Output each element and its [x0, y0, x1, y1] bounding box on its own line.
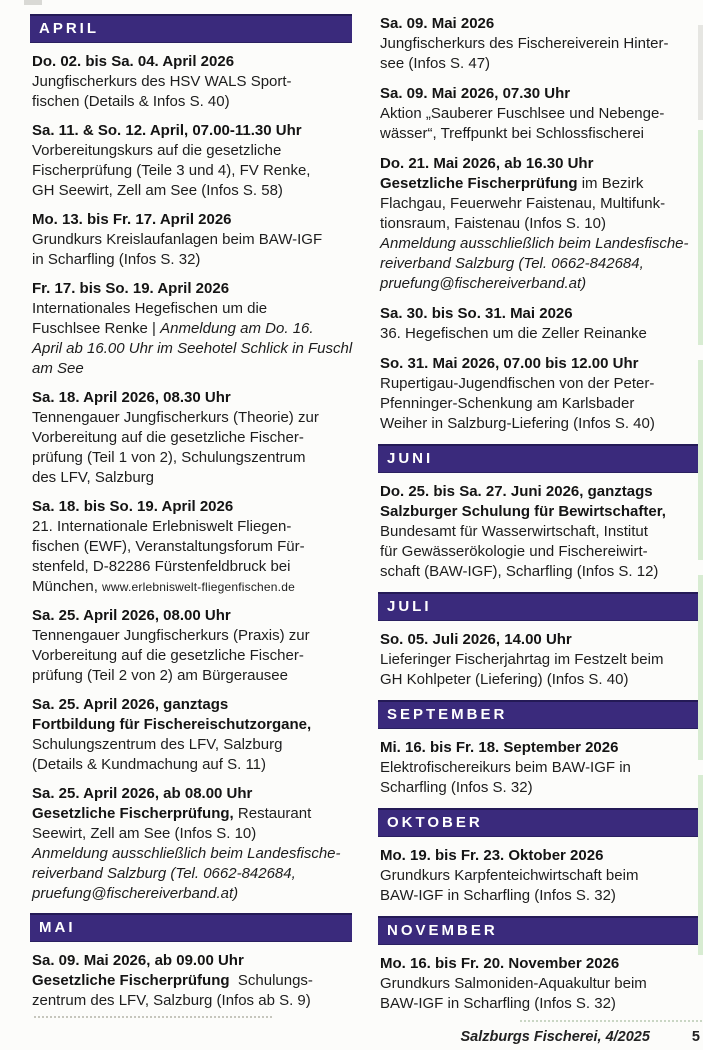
event-text-line: Fischerprüfung (Teile 3 und 4), FV Renke,	[32, 162, 311, 179]
event-text-line: (Details & Kundmachung auf S. 11)	[32, 756, 267, 773]
event-text-line: Elektrofischereikurs beim BAW-IGF in	[380, 759, 631, 776]
event-entry	[32, 121, 352, 201]
event-text-line: Vorbereitung auf die gesetzliche Fischer-	[32, 647, 304, 664]
event-text-line: Rupertigau-Jugendfischen von der Peter-	[380, 375, 655, 392]
event-date: Sa. 25. April 2026, ganztags	[32, 696, 229, 713]
scan-edge-mark	[698, 130, 703, 345]
event-entry	[32, 52, 352, 112]
event-text-line: für Gewässerökologie und Fischereiwirt-	[380, 543, 648, 560]
event-entry	[380, 954, 700, 1014]
dotted-separator-right	[520, 1020, 702, 1022]
event-text-line: fischen (EWF), Veranstaltungsforum Für-	[32, 538, 305, 555]
event-text-line: GH Seewirt, Zell am See (Infos S. 58)	[32, 182, 283, 199]
event-entry	[380, 14, 700, 74]
month-label: JULI	[387, 598, 432, 615]
event-date: Mi. 16. bis Fr. 18. September 2026	[380, 739, 619, 756]
event-text-line: Jungfischerkurs des Fischereiverein Hinter-	[380, 35, 669, 52]
event-text-line: Internationales Hegefischen um die	[32, 300, 268, 317]
event-entry	[380, 154, 700, 294]
event-date: Mo. 13. bis Fr. 17. April 2026	[32, 211, 232, 228]
month-label: OKTOBER	[387, 814, 483, 831]
event-text-line: Jungfischerkurs des HSV WALS Sport-	[32, 73, 292, 90]
event-entry	[32, 606, 352, 686]
event-text-line: Schulungszentrum des LFV, Salzburg	[32, 736, 283, 753]
event-entry	[32, 279, 352, 379]
event-date: Sa. 09. Mai 2026, 07.30 Uhr	[380, 85, 571, 102]
event-entry	[380, 846, 700, 906]
event-text-line: München, www.erlebniswelt-fliegenfischen.de	[32, 578, 295, 595]
event-entry	[32, 951, 352, 1011]
event-text-line: Weiher in Salzburg-Liefering (Infos S. 40)	[380, 415, 655, 432]
event-text-line: schaft (BAW-IGF), Scharfling (Infos S. 12)	[380, 563, 659, 580]
event-date: Sa. 18. bis So. 19. April 2026	[32, 498, 234, 515]
event-text-line: BAW-IGF in Scharfling (Infos S. 32)	[380, 887, 616, 904]
event-date: Sa. 25. April 2026, ab 08.00 Uhr	[32, 785, 253, 802]
event-text-line: see (Infos S. 47)	[380, 55, 491, 72]
event-text-line: Scharfling (Infos S. 32)	[380, 779, 533, 796]
scan-edge-mark	[698, 25, 703, 120]
event-entry	[380, 84, 700, 144]
event-date: Sa. 09. Mai 2026, ab 09.00 Uhr	[32, 952, 244, 969]
event-text-line: Lieferinger Fischerjahrtag im Festzelt beim	[380, 651, 664, 668]
event-text-line: 36. Hegefischen um die Zeller Reinanke	[380, 325, 647, 342]
event-text-line: am See	[32, 360, 84, 377]
event-entry	[380, 354, 700, 434]
event-date: Do. 21. Mai 2026, ab 16.30 Uhr	[380, 155, 594, 172]
event-text-line: Pfenninger-Schenkung am Karlsbader	[380, 395, 635, 412]
month-header-mai	[30, 913, 352, 941]
event-date: So. 31. Mai 2026, 07.00 bis 12.00 Uhr	[380, 355, 639, 372]
event-text-line: stenfeld, D-82286 Fürstenfeldbruck bei	[32, 558, 291, 575]
page-footer	[378, 1029, 700, 1045]
month-header-april	[30, 14, 352, 42]
event-text-line: prüfung (Teil 1 von 2), Schulungszentrum	[32, 449, 306, 466]
event-date: Fr. 17. bis So. 19. April 2026	[32, 280, 230, 297]
event-entry	[32, 388, 352, 488]
event-text-line: Gesetzliche Fischerprüfung, Restaurant	[32, 805, 312, 822]
scan-edge-mark	[698, 575, 703, 760]
event-text-line: Gesetzliche Fischerprüfung Schulungs-	[32, 972, 313, 989]
event-text-line: wässer“, Treffpunkt bei Schlossfischerei	[380, 125, 645, 142]
event-text-line: Seewirt, Zell am See (Infos S. 10)	[32, 825, 257, 842]
month-label: MAI	[39, 919, 76, 936]
event-text-line: pruefung@fischereiverband.at)	[32, 885, 239, 902]
event-text-line: in Scharfling (Infos S. 32)	[32, 251, 201, 268]
event-text-line: Aktion „Sauberer Fuschlsee und Nebenge-	[380, 105, 665, 122]
event-text-line: Gesetzliche Fischerprüfung im Bezirk	[380, 175, 644, 192]
event-text-line: Salzburger Schulung für Bewirtschafter,	[380, 503, 666, 520]
event-date: Do. 02. bis Sa. 04. April 2026	[32, 53, 235, 70]
event-text-line: Anmeldung ausschließlich beim Landesfische-	[380, 235, 689, 252]
event-entry	[32, 497, 352, 597]
month-header-oktober	[378, 808, 700, 836]
event-date: Mo. 16. bis Fr. 20. November 2026	[380, 955, 620, 972]
month-label: APRIL	[39, 20, 99, 37]
calendar-column-left	[30, 14, 352, 1020]
event-text-line: reiverband Salzburg (Tel. 0662-842684,	[380, 255, 644, 272]
event-entry	[380, 738, 700, 798]
event-entry	[32, 695, 352, 775]
journal-title: Salzburgs Fischerei, 4/2025	[460, 1029, 650, 1045]
event-text-line: pruefung@fischereiverband.at)	[380, 275, 587, 292]
event-text-line: des LFV, Salzburg	[32, 469, 155, 486]
event-date: Sa. 25. April 2026, 08.00 Uhr	[32, 607, 231, 624]
event-text-line: Grundkurs Salmoniden-Aquakultur beim	[380, 975, 647, 992]
event-text-line: BAW-IGF in Scharfling (Infos S. 32)	[380, 995, 616, 1012]
month-label: SEPTEMBER	[387, 706, 508, 723]
event-entry	[32, 784, 352, 904]
event-entry	[380, 304, 700, 344]
event-text-line: tionsraum, Faistenau (Infos S. 10)	[380, 215, 606, 232]
event-text-line: Grundkurs Karpfenteichwirtschaft beim	[380, 867, 639, 884]
scan-edge-mark	[698, 775, 703, 955]
month-header-september	[378, 700, 700, 728]
event-text-line: Flachgau, Feuerwehr Faistenau, Multifunk-	[380, 195, 666, 212]
event-text-line: April ab 16.00 Uhr im Seehotel Schlick in Fuschl	[32, 340, 353, 357]
month-label: NOVEMBER	[387, 922, 498, 939]
event-text-line: Anmeldung ausschließlich beim Landesfische-	[32, 845, 341, 862]
event-text-line: Fuschlsee Renke | Anmeldung am Do. 16.	[32, 320, 314, 337]
event-text-line: prüfung (Teil 2 von 2) am Bürgerausee	[32, 667, 288, 684]
event-entry	[32, 210, 352, 270]
month-label: JUNI	[387, 450, 434, 467]
dotted-separator-left	[34, 1016, 272, 1018]
event-text-line: Tennengauer Jungfischerkurs (Praxis) zur	[32, 627, 310, 644]
month-header-november	[378, 916, 700, 944]
event-text-line: fischen (Details & Infos S. 40)	[32, 93, 230, 110]
scan-artifact	[24, 0, 42, 5]
event-text-line: Bundesamt für Wasserwirtschaft, Institut	[380, 523, 648, 540]
event-date: Do. 25. bis Sa. 27. Juni 2026, ganztags	[380, 483, 653, 500]
event-text-line: Fortbildung für Fischereischutzorgane,	[32, 716, 312, 733]
event-date: Sa. 18. April 2026, 08.30 Uhr	[32, 389, 231, 406]
month-header-juni	[378, 444, 700, 472]
event-date: So. 05. Juli 2026, 14.00 Uhr	[380, 631, 572, 648]
month-header-juli	[378, 592, 700, 620]
event-text-line: Tennengauer Jungfischerkurs (Theorie) zur	[32, 409, 319, 426]
event-text-line: GH Kohlpeter (Liefering) (Infos S. 40)	[380, 671, 629, 688]
event-text-line: Vorbereitung auf die gesetzliche Fischer-	[32, 429, 304, 446]
event-date: Sa. 30. bis So. 31. Mai 2026	[380, 305, 573, 322]
event-date: Sa. 11. & So. 12. April, 07.00-11.30 Uhr	[32, 122, 302, 139]
event-date: Mo. 19. bis Fr. 23. Oktober 2026	[380, 847, 604, 864]
event-text-line: 21. Internationale Erlebniswelt Fliegen-	[32, 518, 292, 535]
scan-edge-mark	[698, 360, 703, 560]
event-text-line: Grundkurs Kreislaufanlagen beim BAW-IGF	[32, 231, 323, 248]
event-text-line: Vorbereitungskurs auf die gesetzliche	[32, 142, 282, 159]
event-text-line: reiverband Salzburg (Tel. 0662-842684,	[32, 865, 296, 882]
event-text-line: zentrum des LFV, Salzburg (Infos ab S. 9)	[32, 992, 311, 1009]
event-date: Sa. 09. Mai 2026	[380, 15, 495, 32]
event-entry	[380, 630, 700, 690]
event-entry	[380, 482, 700, 582]
calendar-column-right	[378, 14, 700, 1024]
page-number: 5	[691, 1029, 700, 1045]
